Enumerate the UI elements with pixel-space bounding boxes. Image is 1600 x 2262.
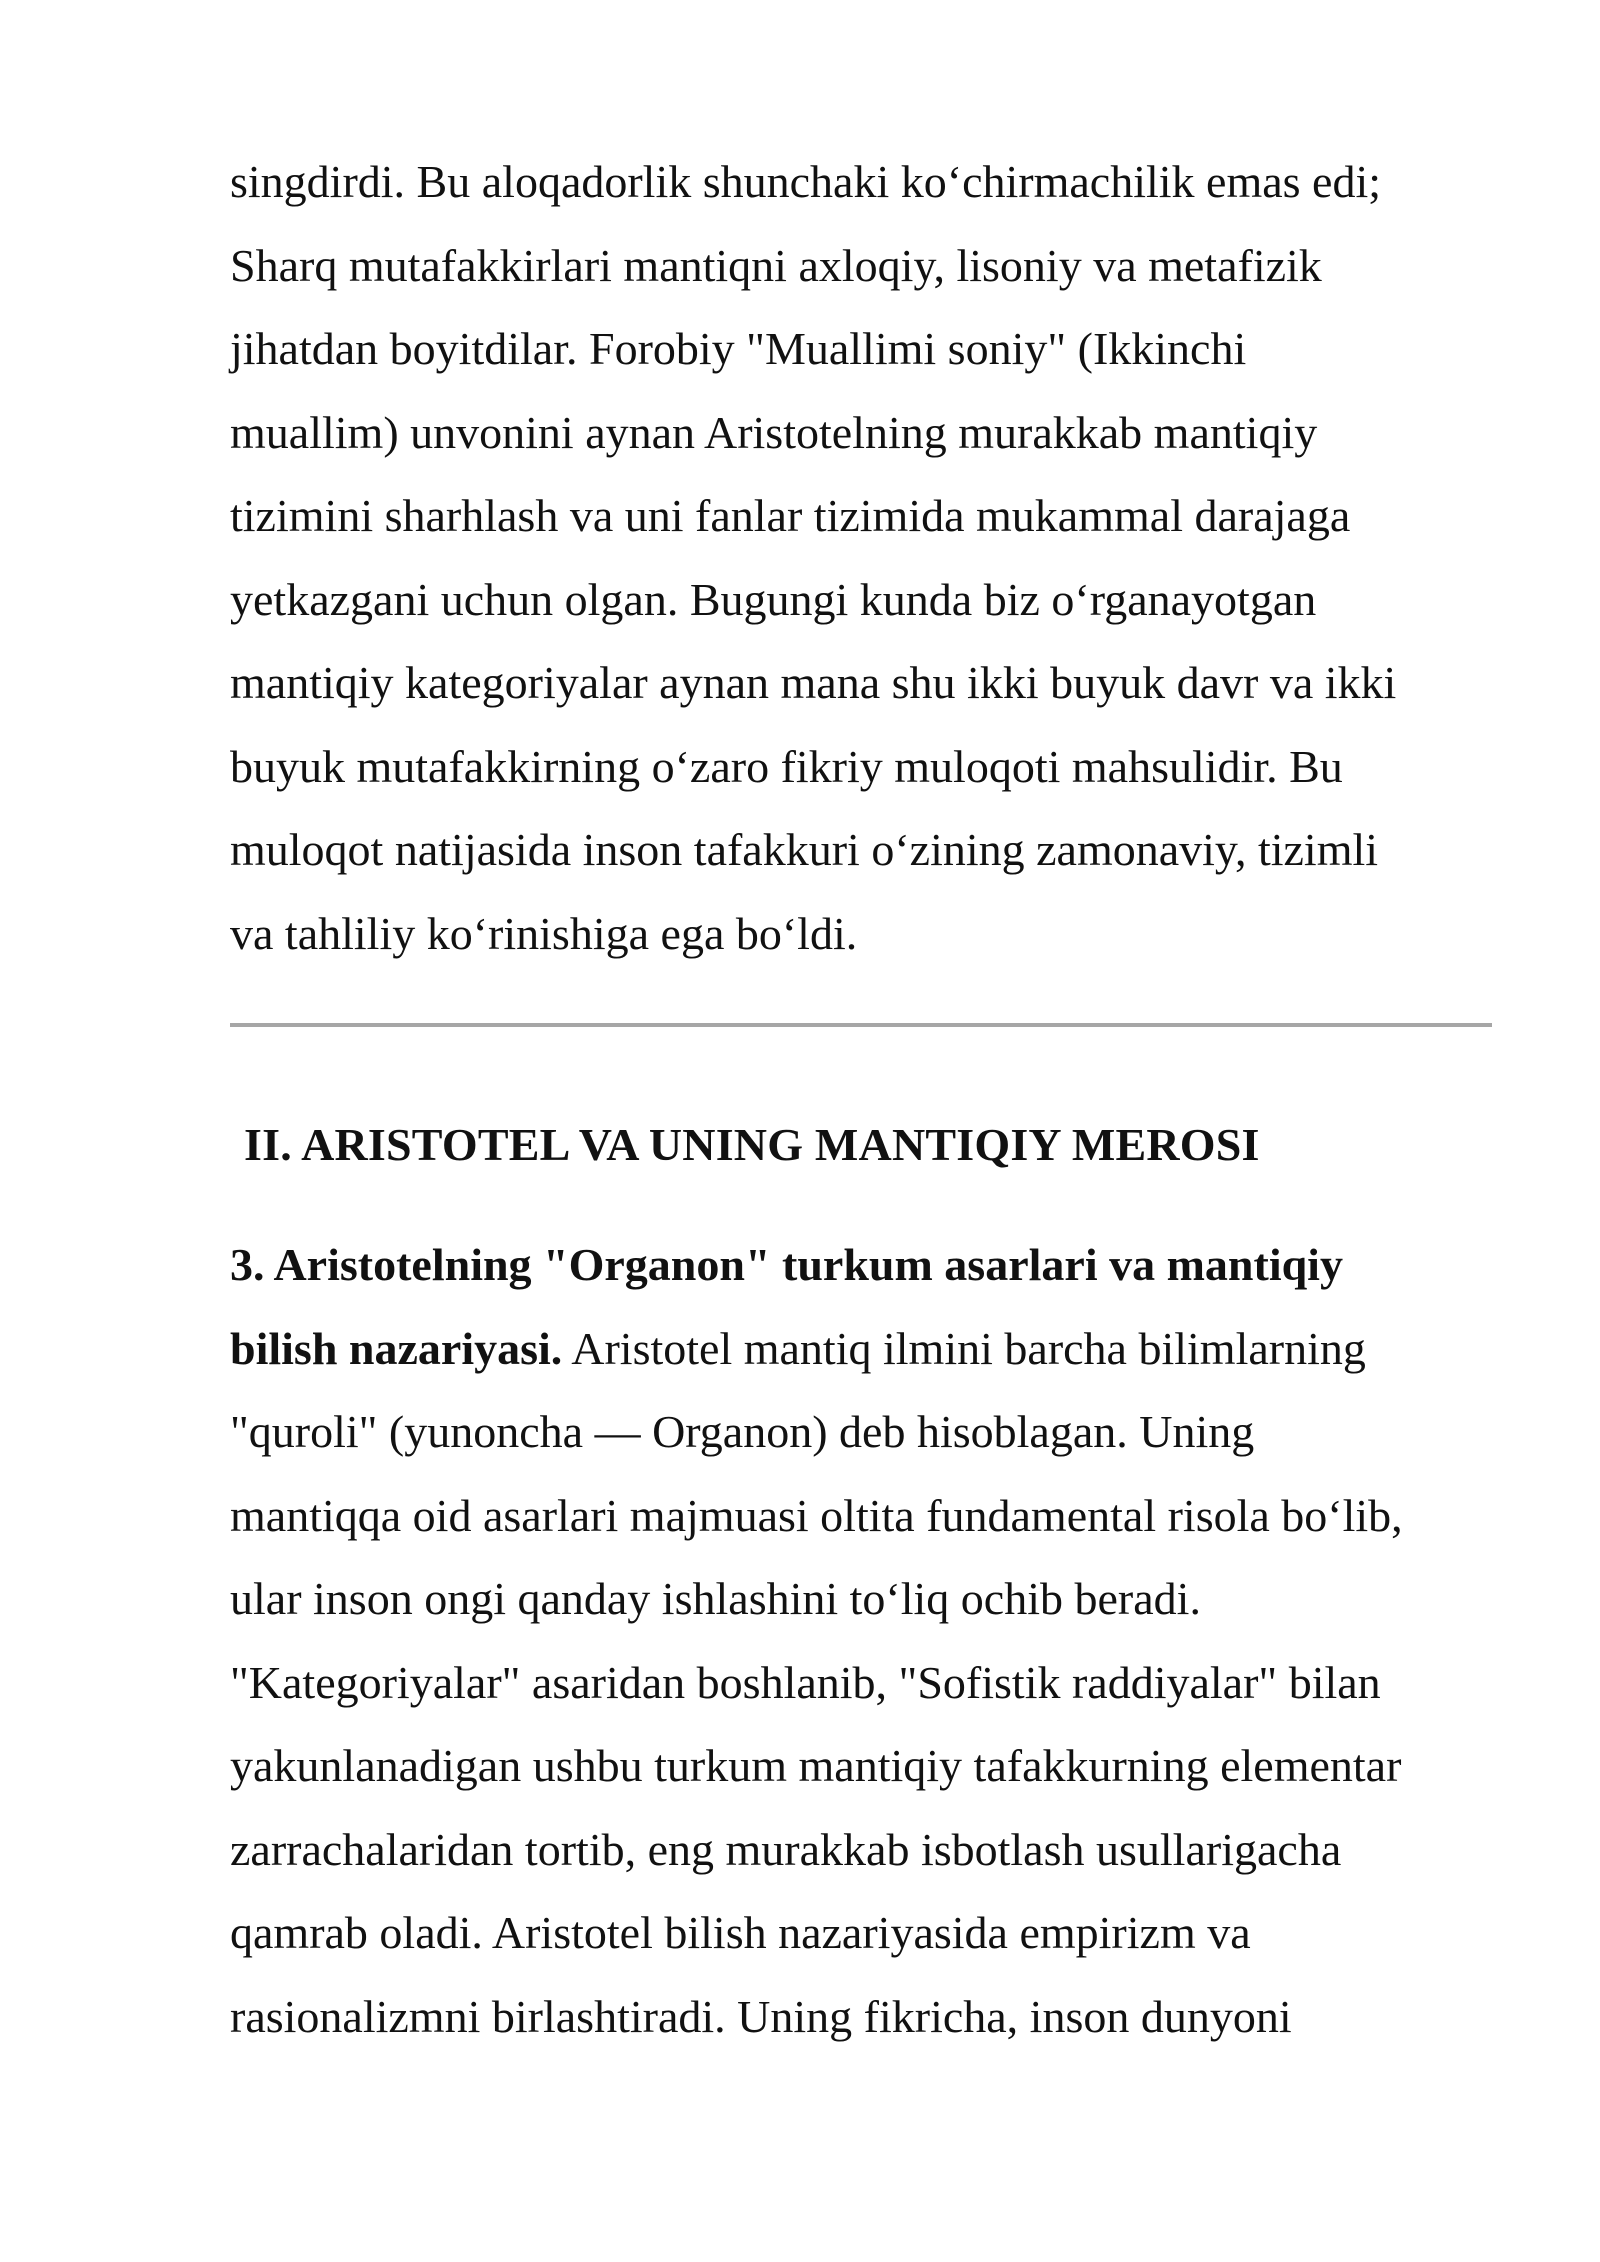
- text-line: yakunlanadigan ushbu turkum mantiqiy tafakkurning elementar: [230, 1740, 1402, 1791]
- subsection-title-end: bilish nazariyasi.: [230, 1322, 563, 1374]
- section-heading: II. ARISTOTEL VA UNING MANTIQIY MEROSI: [244, 1119, 1260, 1170]
- text-line: zarrachalaridan tortib, eng murakkab isbotlash usullarigacha: [230, 1823, 1342, 1875]
- text-line: rasionalizmni birlashtiradi. Uning fikricha, inson dunyoni: [230, 1990, 1292, 2042]
- paragraph-continuation: [230, 140, 1500, 975]
- text-line: muallim) unvonini aynan Aristotelning murakkab mantiqiy: [230, 406, 1318, 458]
- document-page: [230, 140, 1500, 2058]
- text-line: buyuk mutafakkirning o‘zaro fikriy muloqoti mahsulidir. Bu: [230, 740, 1343, 792]
- subsection-paragraph: [230, 1223, 1500, 2058]
- text-line: singdirdi. Bu aloqadorlik shunchaki ko‘chirmachilik emas edi;: [230, 156, 1382, 207]
- text-line: mantiqiy kategoriyalar aynan mana shu ikki buyuk davr va ikki: [230, 657, 1397, 708]
- text-line: ular inson ongi qanday ishlashini to‘liq ochib beradi.: [230, 1573, 1201, 1624]
- text-line: yetkazgani uchun olgan. Bugungi kunda biz o‘rganayotgan: [230, 573, 1317, 625]
- text-line: mantiqqa oid asarlari majmuasi oltita fundamental risola bo‘lib,: [230, 1489, 1403, 1541]
- text-line: qamrab oladi. Aristotel bilish nazariyasida empirizm va: [230, 1907, 1251, 1958]
- text-line: va tahliliy ko‘rinishiga ega bo‘ldi.: [230, 907, 858, 959]
- text-line: Sharq mutafakkirlari mantiqni axloqiy, lisoniy va metafizik: [230, 239, 1322, 291]
- text-line: "quroli" (yunoncha — Organon) deb hisoblagan. Uning: [230, 1406, 1255, 1457]
- text-line: tizimini sharhlash va uni fanlar tizimida mukammal darajaga: [230, 490, 1351, 541]
- subsection-title-line: 3. Aristotelning "Organon" turkum asarlari va mantiqiy: [230, 1239, 1343, 1290]
- horizontal-divider: [230, 1023, 1492, 1027]
- text-line: [230, 1307, 1500, 1391]
- text-fragment: Aristotel mantiq ilmini barcha bilimlarning: [562, 1322, 1366, 1374]
- text-line: muloqot natijasida inson tafakkuri o‘zining zamonaviy, tizimli: [230, 824, 1379, 875]
- text-line: "Kategoriyalar" asaridan boshlanib, "Sofistik raddiyalar" bilan: [230, 1656, 1381, 1708]
- text-line: jihatdan boyitdilar. Forobiy "Muallimi soniy" (Ikkinchi: [230, 323, 1247, 374]
